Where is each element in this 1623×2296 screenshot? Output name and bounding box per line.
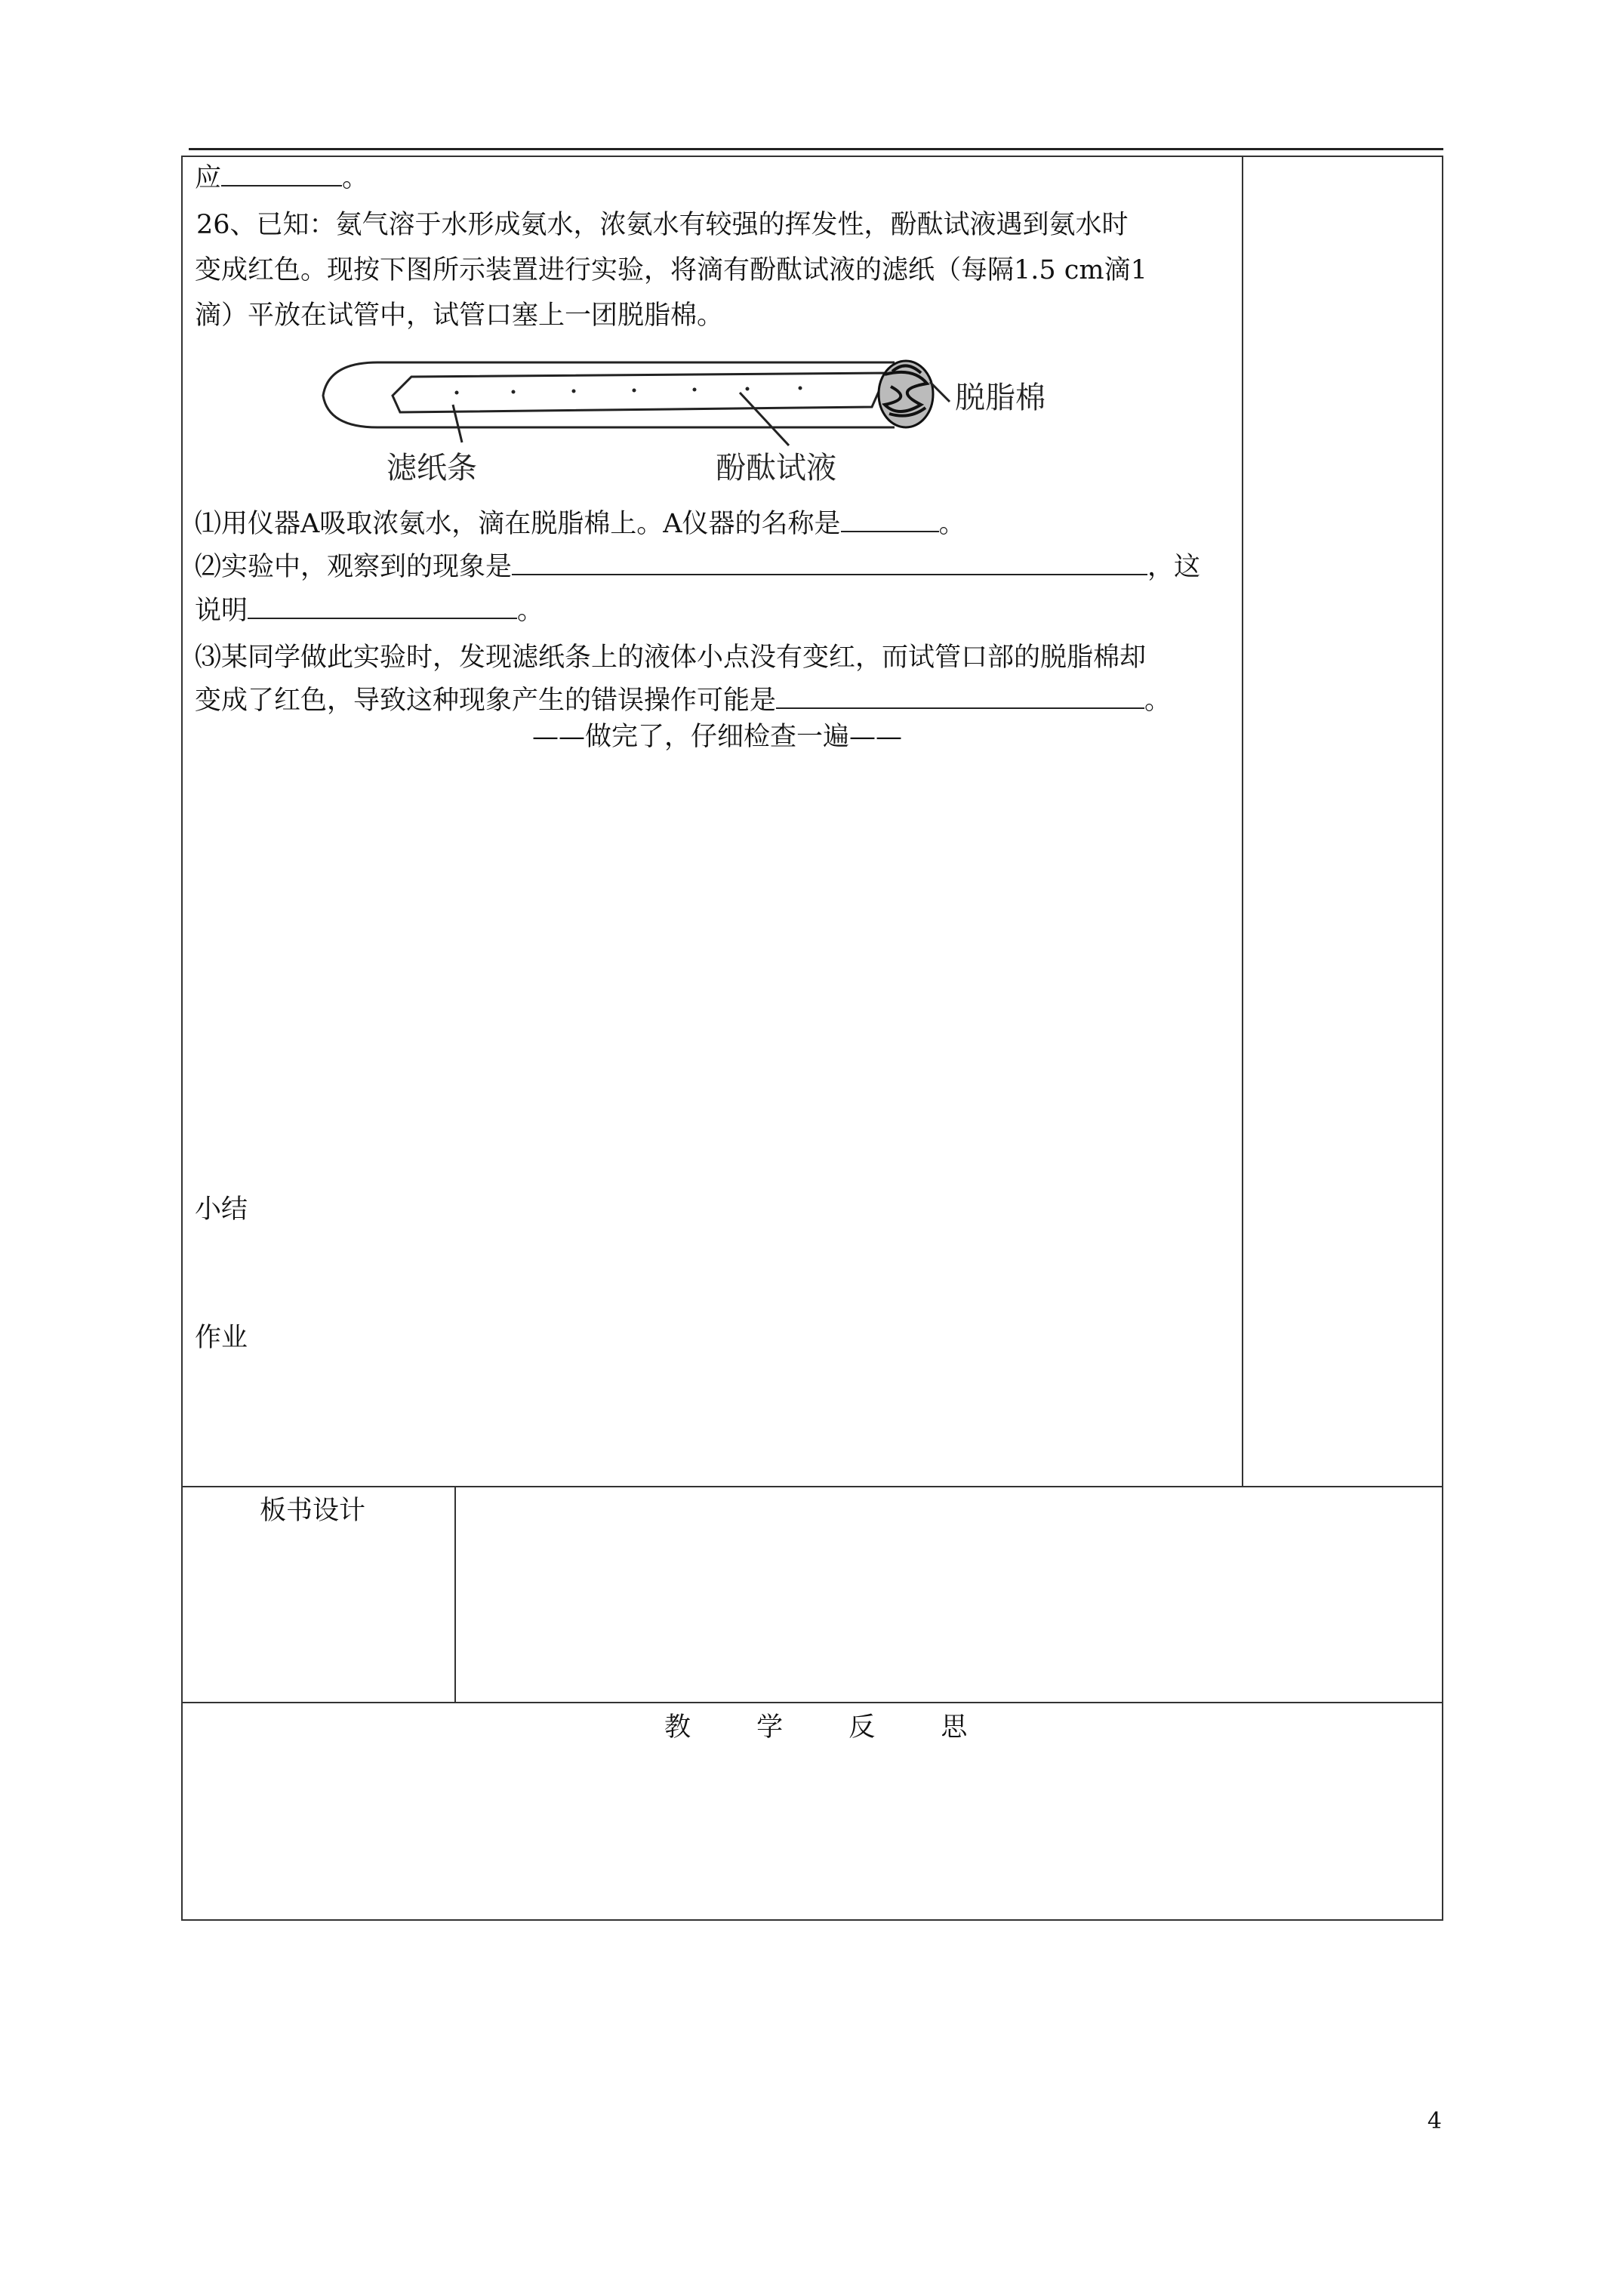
label-filter-paper: 滤纸条 [387,451,477,485]
q26-part3-line1: ⑶某同学做此实验时，发现滤纸条上的液体小点没有变红，而试管口部的脱脂棉却 [195,643,1147,673]
label-cotton: 脱脂棉 [955,381,1046,415]
q26-intro-line2: 变成红色。现按下图所示装置进行实验，将滴有酚酞试液的滤纸（每隔1.5 cm滴1 [195,255,1147,285]
q26-part2-line1: ⑵实验中，观察到的现象是 ，这 [195,544,1200,590]
q26-intro-line1: 26、已知：氨气溶于水形成氨水，浓氨水有较强的挥发性，酚酞试液遇到氨水时 [196,210,1129,240]
test-tube-figure [317,329,1147,488]
q26-part2-line2: 说明 。 [195,588,544,633]
answer-blank[interactable] [841,507,939,532]
indicator-drops [455,387,802,395]
row-divider-board [181,1486,1443,1487]
board-column-divider [454,1486,456,1703]
answer-blank[interactable] [221,161,342,186]
header-rule [189,148,1443,150]
q26-intro-line3: 滴）平放在试管中，试管口塞上一团脱脂棉。 [195,300,724,331]
pointer-phenolphthalein [740,393,789,445]
cotton-plug-icon [879,361,933,427]
page-number: 4 [1427,2108,1442,2134]
row-divider-reflection [181,1702,1443,1703]
q26-part3-line2: 变成了红色，导致这种现象产生的错误操作可能是 。 [195,678,1171,723]
test-tube-outline [323,362,895,427]
closing-note: ——做完了，仔细检查一遍—— [531,722,902,752]
answer-blank[interactable] [776,683,1144,709]
right-column-divider [1242,156,1243,1487]
board-design-label: 板书设计 [260,1496,366,1526]
homework-label: 作业 [195,1323,248,1353]
summary-label: 小结 [195,1194,248,1225]
answer-blank[interactable] [248,593,517,619]
filter-paper-strip [393,373,887,412]
q26-part1: ⑴用仪器A吸取浓氨水，滴在脱脂棉上。A仪器的名称是 。 [195,501,965,547]
q25-answer-line: 应 。 [195,156,368,201]
label-phenolphthalein: 酚酞试液 [716,451,836,485]
reflection-label: 教 学 反 思 [664,1712,996,1743]
answer-blank[interactable] [512,550,1147,575]
pointer-filter-paper [453,405,462,442]
